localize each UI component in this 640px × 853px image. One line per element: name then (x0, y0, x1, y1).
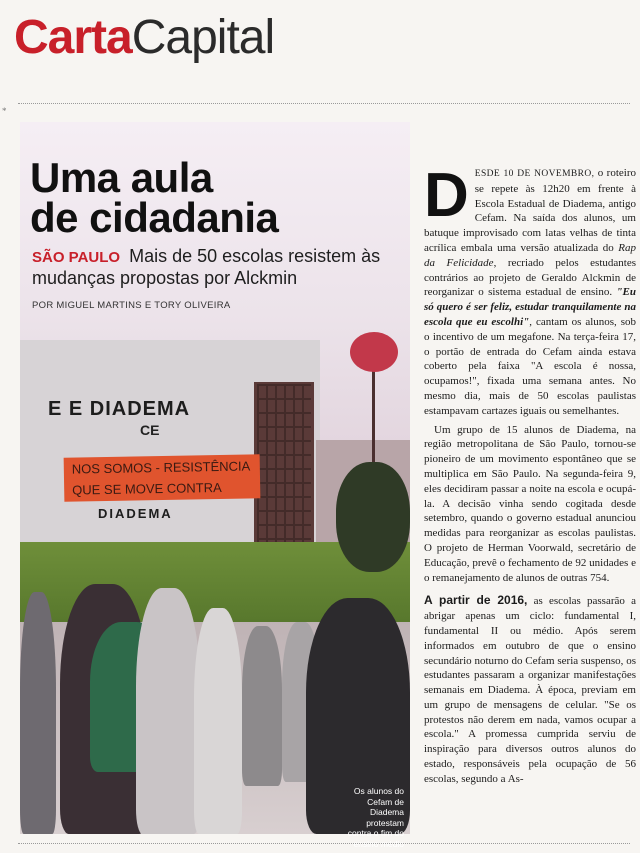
song-title: Rap da Felicidade (424, 241, 636, 269)
photo-wall-sign-lower: DIADEMA (98, 506, 173, 521)
drop-cap: D (424, 161, 469, 230)
headline-line-1: Uma aula (30, 154, 213, 201)
banner-line-1: NOS SOMOS - RESISTÊNCIA (71, 458, 251, 477)
photo-wall-cefam: CE (140, 422, 160, 438)
lead-in-text: ESDE 10 DE NOVEMBRO, (474, 169, 595, 179)
headline-line-2: de cidadania (30, 194, 279, 241)
article-kicker: SÃO PAULO (32, 249, 121, 266)
article-deck-text: Mais de 50 escolas resistem às mudanças propostas por Alckmin (32, 246, 381, 288)
photo-tree-dark (336, 462, 410, 572)
masthead-part-a: Carta (14, 11, 132, 64)
photo-student (136, 588, 200, 834)
banner-line-2: QUE SE MOVE CONTRA (72, 479, 222, 498)
top-divider (18, 103, 630, 104)
photo-window-grid (257, 384, 311, 560)
photo-student (242, 626, 282, 786)
photo-wall-sign (48, 398, 190, 421)
article-byline: POR MIGUEL MARTINS E TORY OLIVEIRA (32, 300, 231, 311)
photo-student (194, 608, 242, 834)
body-paragraph-1: DESDE 10 DE NOVEMBRO, o roteiro se repete às 12h20 em frente à Escola Estadual de Diadema, antigo Cefam. Na saída dos alunos, um batuque improvisado com latas velhas de tinta acrílica embala uma versão atualizada do Rap da Felicidade, recriado pelos estudantes contrários ao projeto de Geraldo Alckmin de reorganizar o sistema estadual de ensino. "Eu só quero é ser feliz, estudar tranquilamente na escola que eu escolhi", cantam os alunos, sob o incentivo de um megafone. Na terça-feira 17, o portão de entrada do Cefam ainda estava coberto pela faixa "A escola é nossa, ocupamos!", fixada uma semana antes. No mesmo dia, mais de 50 escolas paulistas estampavam cartazes iguais ou semelhantes. (424, 161, 637, 417)
article-deck (32, 246, 392, 289)
photo-tree-blossom (350, 332, 398, 372)
article-body-column (424, 161, 637, 791)
photo-student (20, 592, 56, 834)
article-photo-panel (20, 122, 410, 849)
photo-caption: Os alunos do Cefam de Diadema protestam contra o fim do ensino médio (347, 786, 404, 849)
article-headline (30, 154, 400, 241)
bottom-divider (18, 843, 630, 844)
student-quote: "Eu só quero é ser feliz, estudar tranquilamente na escola que eu escolhi" (424, 286, 636, 328)
section-lead-in: A partir de 2016, (424, 593, 528, 608)
body-paragraph-3: A partir de 2016, as escolas passarão a abrigar apenas um ciclo: fundamental I, fundamental II ou médio. Após serem informados em outubro de que o ensino secundário noturno do Cefam seria suspenso, os estudantes passaram a organizar manifestações semanais em Diadema. À época, previam em um grupo de mensagens de celular. "Se os protestos não derem em nada, vamos ocupar a escola." A promessa cumprida serviu de inspiração para diversos outros alunos do estado, responsáveis pela ocupação de 56 escolas, segundo a As- (424, 593, 637, 785)
photo-wall-sign-text: E E DIADEMA (48, 398, 191, 420)
margin-mark: * (2, 106, 7, 116)
body-paragraph-2: Um grupo de 15 alunos de Diadema, na região metropolitana de São Paulo, tornou-se pioneiro de um movimento espontâneo que se multiplica em São Paulo. Na segunda-feira 9, eles decidiram passar a noite na escola e ocupá-la. A decisão vinha sendo cogitada desde setembro, quando o governo estadual anunciou medidas para reorganizar as escolas paulistas. O projeto de Herman Voorwald, secretário de Educação, prevê o fechamento de 92 unidades e o remanejamento de alunos de outras 754. (424, 423, 636, 584)
masthead-part-b: Capital (131, 11, 275, 64)
photo-protest-banner (64, 454, 261, 501)
masthead-logo (14, 8, 274, 76)
